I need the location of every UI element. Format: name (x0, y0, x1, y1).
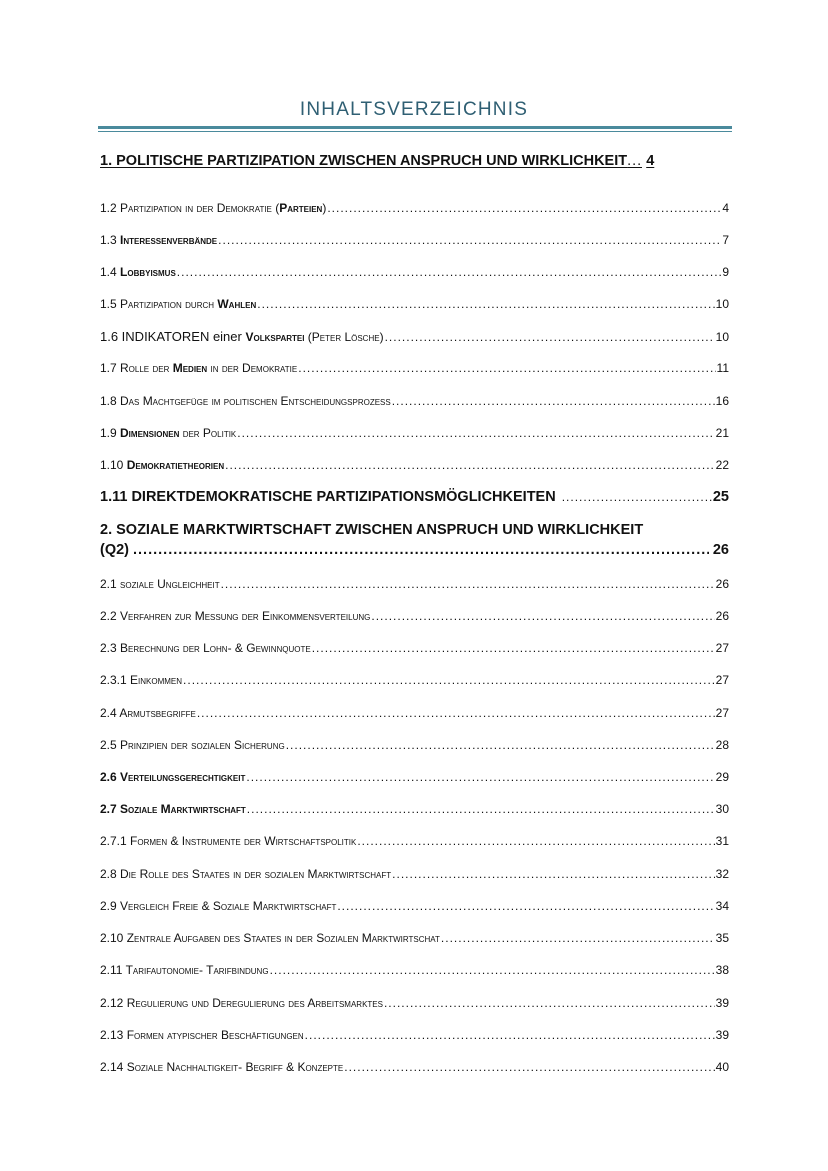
toc-entry-2-3-1[interactable] (100, 673, 729, 687)
title-divider (98, 126, 732, 129)
toc-page-number: 11 (716, 361, 729, 375)
toc-page-number: 26 (715, 609, 729, 623)
toc-entry-label: 2.11 Tarifautonomie- Tarifbindung (100, 963, 269, 977)
toc-entry-label: 1.5 Partizipation durch Wahlen (100, 297, 257, 311)
toc-page-number: 4 (722, 201, 729, 215)
toc-entry-1-7[interactable] (100, 361, 729, 375)
toc-entry-label: 1.7 Rolle der Medien in der Demokratie (100, 361, 298, 375)
toc-entry-2-14[interactable] (100, 1060, 729, 1074)
toc-leader (371, 609, 714, 623)
toc-entry-1-6[interactable] (100, 329, 729, 344)
toc-page-number: 9 (722, 265, 729, 279)
toc-entry-1-11[interactable] (100, 489, 729, 505)
toc-leader (441, 931, 715, 945)
toc-page-number: 40 (715, 1060, 729, 1074)
toc-entry-label-continued: (Q2) (100, 542, 129, 558)
toc-page-number: 34 (715, 899, 729, 913)
toc-leader (337, 899, 714, 913)
toc-page-number: 21 (715, 426, 729, 440)
toc-leader (385, 330, 715, 344)
toc-leader (562, 490, 712, 504)
toc-entry-label: 1.10 Demokratietheorien (100, 458, 225, 472)
toc-entry-label: 2.6 Verteilungsgerechtigkeit (100, 770, 246, 784)
toc-page-number: 10 (715, 330, 729, 344)
toc-entry-1-4[interactable] (100, 265, 729, 279)
toc-leader (392, 394, 715, 408)
toc-entry-2-13[interactable] (100, 1028, 729, 1042)
toc-page-number: 27 (715, 641, 729, 655)
toc-page-number: 26 (712, 542, 729, 558)
toc-entry-1[interactable] (100, 153, 729, 169)
toc-page-number: 26 (715, 577, 729, 591)
toc-entry-label: 1.9 Dimensionen der Politik (100, 426, 237, 440)
toc-leader (298, 361, 715, 375)
toc-entry-2-7[interactable] (100, 802, 729, 816)
toc-entry-label: 2.14 Soziale Nachhaltigkeit- Begriff & Konzepte (100, 1060, 344, 1074)
toc-leader (286, 738, 715, 752)
toc-entry-label: 2.12 Regulierung und Deregulierung des Arbeitsmarktes (100, 996, 383, 1010)
toc-entry-1-10[interactable] (100, 458, 729, 472)
toc-entry-label: 1.11 DIREKTDEMOKRATISCHE PARTIZIPATIONSMÖGLICHKEITEN (100, 489, 556, 505)
toc-entry-2-7-1[interactable] (100, 834, 729, 848)
toc-entry-label: 2.13 Formen atypischer Beschäftigungen (100, 1028, 304, 1042)
toc-entry-label: 1.4 Lobbyismus (100, 265, 176, 279)
toc-entry-label: 1. POLITISCHE PARTIZIPATION ZWISCHEN ANSPRUCH UND WIRKLICHKEIT (100, 153, 628, 169)
toc-leader (218, 233, 721, 247)
toc-page-number: 38 (715, 963, 729, 977)
toc-page-number: 39 (715, 996, 729, 1010)
toc-entry-label: 1.8 Das Machtgefüge im politischen Entscheidungsprozess (100, 394, 391, 408)
toc-entry-label: 2.2 Verfahren zur Messung der Einkommensverteilung (100, 609, 371, 623)
toc-entry-label: 1.2 Partizipation in der Demokratie (Parteien) (100, 201, 327, 215)
toc-entry-1-9[interactable] (100, 426, 729, 440)
toc-entry-2-8[interactable] (100, 867, 729, 881)
toc-leader (221, 577, 715, 591)
toc-entry-label: 2.3.1 Einkommen (100, 673, 183, 687)
toc-entry-label: 2.5 Prinzipien der sozialen Sicherung (100, 738, 285, 752)
toc-leader (197, 706, 715, 720)
toc-entry-label: 2.10 Zentrale Aufgaben des Staates in der Sozialen Marktwirtschat (100, 931, 440, 945)
toc-entry-label: 1.6 INDIKATOREN einer Volkspartei (Peter Lösche) (100, 329, 384, 344)
toc-page-number: 25 (712, 489, 729, 505)
toc-leader (327, 201, 721, 215)
toc-page-number: 35 (715, 931, 729, 945)
toc-leader (177, 265, 722, 279)
title-divider-thin (98, 131, 732, 132)
toc-leader (257, 297, 714, 311)
toc-entry-2-10[interactable] (100, 931, 729, 945)
toc-entry-label: 2.7.1 Formen & Instrumente der Wirtschaftspolitik (100, 834, 357, 848)
toc-page-number: 29 (715, 770, 729, 784)
toc-leader (183, 673, 715, 687)
toc-entry-label: 2.9 Vergleich Freie & Soziale Marktwirtschaft (100, 899, 337, 913)
toc-entry-label: 2.3 Berechnung der Lohn- & Gewinnquote (100, 641, 311, 655)
toc-leader (384, 996, 715, 1010)
toc-entry-label: 2.1 soziale Ungleichheit (100, 577, 220, 591)
toc-entry-2-12[interactable] (100, 996, 729, 1010)
toc-entry-1-8[interactable] (100, 394, 729, 408)
toc-entry-label: 2.8 Die Rolle des Staates in der sozialen Marktwirtschaft (100, 867, 392, 881)
toc-leader (247, 802, 715, 816)
toc-page-number: 27 (715, 706, 729, 720)
toc-entry-2-11[interactable] (100, 963, 729, 977)
toc-leader (344, 1060, 714, 1074)
toc-page-number: 16 (715, 394, 729, 408)
toc-entry-label: 2.4 Armutsbegriffe (100, 706, 196, 720)
toc-entry-1-5[interactable] (100, 297, 729, 311)
toc-entry-2-3[interactable] (100, 641, 729, 655)
toc-entry-2-5[interactable] (100, 738, 729, 752)
page-title: INHALTSVERZEICHNIS (299, 99, 529, 120)
toc-leader (237, 426, 714, 440)
toc-entry-2-2[interactable] (100, 609, 729, 623)
toc-entry-1-2[interactable] (100, 201, 729, 215)
toc-page-number: 39 (715, 1028, 729, 1042)
toc-entry-label: 2.7 Soziale Marktwirtschaft (100, 802, 246, 816)
toc-leader (246, 770, 714, 784)
toc-entry-2[interactable] (100, 522, 729, 558)
toc-entry-2-1[interactable] (100, 577, 729, 591)
toc-leader (133, 542, 709, 558)
toc-leader (392, 867, 714, 881)
toc-entry-1-3[interactable] (100, 233, 729, 247)
toc-leader (270, 963, 715, 977)
toc-page-number: 4 (646, 153, 655, 169)
toc-leader (627, 153, 642, 169)
toc-page-number: 22 (715, 458, 729, 472)
toc-page-number: 7 (722, 233, 729, 247)
toc-page-number: 32 (715, 867, 729, 881)
toc-entry-2-6[interactable] (100, 770, 729, 784)
toc-leader (305, 1028, 715, 1042)
toc-entry-2-4[interactable] (100, 706, 729, 720)
toc-page-number: 10 (715, 297, 729, 311)
toc-leader (225, 458, 715, 472)
toc-entry-2-9[interactable] (100, 899, 729, 913)
toc-page-number: 31 (715, 834, 729, 848)
toc-page-number: 28 (715, 738, 729, 752)
toc-page-number: 30 (715, 802, 729, 816)
toc-entry-label: 1.3 Interessenverbände (100, 233, 218, 247)
toc-page-number: 27 (715, 673, 729, 687)
toc-entry-label: 2. SOZIALE MARKTWIRTSCHAFT ZWISCHEN ANSPRUCH UND WIRKLICHKEIT (100, 522, 644, 538)
toc-leader (312, 641, 715, 655)
toc-leader (357, 834, 714, 848)
